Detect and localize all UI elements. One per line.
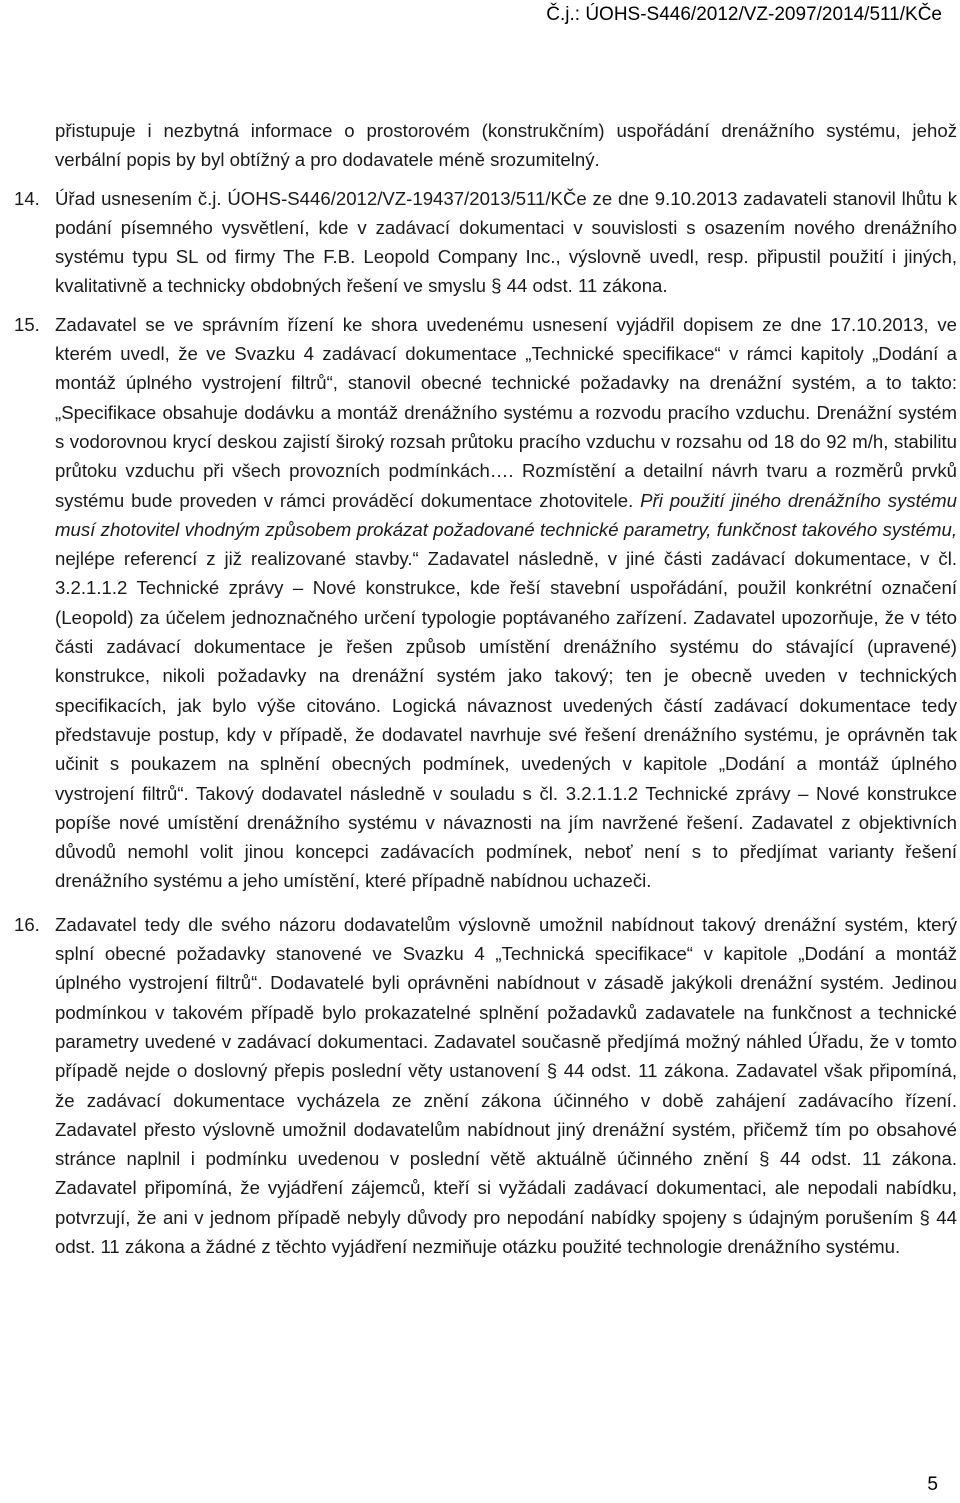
page-number: 5	[927, 1474, 938, 1495]
numbered-paragraph-16	[0, 910, 957, 1262]
paragraph-number: 16.	[14, 913, 40, 935]
paragraph-number: 15.	[14, 313, 40, 335]
lead-paragraph: přistupuje i nezbytná informace o prostorovém (konstrukčním) uspořádání drenážního systému, jehož verbální popis by byl obtížný a pro dodavatele méně srozumitelný.	[55, 120, 957, 171]
document-reference-number: Č.j.: ÚOHS-S446/2012/VZ-2097/2014/511/KČe	[546, 4, 942, 25]
paragraph-spacer	[0, 896, 960, 910]
paragraph-text: Zadavatel tedy dle svého názoru dodavatelům výslovně umožnil nabídnout takový drenážní systém, který splní obecné požadavky stanovené ve Svazku 4 „Technická specifikace“ v kapitole „Dodání a montáž úplného vystrojení filtrů“. Dodavatelé byli oprávněni nabídnout v zásadě jakýkoli drenážní systém. Jedinou podmínkou v takovém případě bylo prokazatelné splnění požadavků zadavatele na funkčnost a technické parametry uvedené v zadávací dokumentaci. Zadavatel současně předjímá možný náhled Úřadu, že v tomto případě nejde o doslovný přepis poslední věty ustanovení § 44 odst. 11 zákona. Zadavatel však připomíná, že zadávací dokumentace vycházela ze znění zákona účinného v době zahájení zadávacího řízení. Zadavatel přesto výslovně umožnil dodavatelům nabídnout jiný drenážní systém, přičemž tím po obsahové stránce naplnil i podmínku uvedenou v poslední větě aktuálně účinného znění § 44 odst. 11 zákona. Zadavatel připomíná, že vyjádření zájemců, kteří si vyžádali zadávací dokumentaci, ale nepodali nabídku, potvrzují, že ani v jednom případě nebyly důvody pro nepodání nabídky spojeny s údajným porušením § 44 odst. 11 zákona a žádné z těchto vyjádření nezmiňuje otázku použité technologie drenážního systému.	[55, 913, 957, 1257]
paragraph-text-part: Zadavatel se ve správním řízení ke shora uvedenému usnesení vyjádřil dopisem ze dne 17.10.2013, ve kterém uvedl, že ve Svazku 4 zadávací dokumentace „Technické specifikace“ v rámci kapitoly „Dodání a montáž úplného vystrojení filtrů“, stanovil obecné technické požadavky na drenážní systém, a to takto: „Specifikace obsahuje dodávku a montáž drenážního systému a rozvodu pracího vzduchu. Drenážní systém s vodorovnou krycí deskou zajistí široký rozsah průtoku pracího vzduchu v rozsahu od 18 do 92 m/h, stabilitu průtoku vzduchu při všech provozních podmínkách…. Rozmístění a detailní návrh tvaru a rozměrů prvků systému bude proveden v rámci prováděcí dokumentace zhotovitele.	[55, 313, 957, 511]
paragraph-spacer	[0, 301, 960, 310]
paragraph-spacer	[0, 175, 960, 184]
document-body	[0, 116, 960, 1261]
paragraph-text: Úřad usnesením č.j. ÚOHS-S446/2012/VZ-19437/2013/511/KČe ze dne 9.10.2013 zadavateli stanovil lhůtu k podání písemného vysvětlení, kde v zadávací dokumentaci v souvislosti s osazením nového drenážního systému typu SL od firmy The F.B. Leopold Company Inc., výslovně uvedl, resp. připustil použití i jiných, kvalitativně a technicky obdobných řešení ve smyslu § 44 odst. 11 zákona.	[55, 187, 957, 297]
numbered-paragraph-15	[0, 310, 957, 896]
paragraph-number: 14.	[14, 187, 40, 209]
italic-quotation: Při použití jiného drenážního systému musí zhotovitel vhodným způsobem prokázat požadované technické parametry, funkčnost takového systému,	[55, 489, 957, 540]
numbered-paragraph-14	[0, 184, 957, 301]
paragraph-text-part: nejlépe referencí z již realizované stavby.“ Zadavatel následně, v jiné části zadávací dokumentace, v čl. 3.2.1.1.2 Technické zprávy – Nové konstrukce, kde řeší stavební uspořádání, použil konkrétní označení (Leopold) za účelem jednoznačného určení typologie poptávaného zařízení. Zadavatel upozorňuje, že v této části zadávací dokumentace je řešen způsob umístění drenážního systému do stávající (upravené) konstrukce, nikoli požadavky na drenážní systém jako takový; ten je obecně uveden v technických specifikacích, jak bylo výše citováno. Logická návaznost uvedených částí zadávací dokumentace tedy představuje postup, kdy v případě, že dodavatel navrhuje své řešení drenážního systému, je oprávněn tak učinit s poukazem na splnění obecných podmínek, uvedených v kapitole „Dodání a montáž úplného vystrojení filtrů“. Takový dodavatel následně v souladu s čl. 3.2.1.1.2 Technické zprávy – Nové konstrukce popíše nové umístění drenážního systému v návaznosti na jím navržené řešení. Zadavatel z objektivních důvodů nemohl volit jinou koncepci zadávacích podmínek, neboť není s to předjímat varianty řešení drenážního systému a jeho umístění, které případně nabídnou uchazeči.	[55, 548, 957, 892]
paragraph-text	[55, 310, 957, 896]
